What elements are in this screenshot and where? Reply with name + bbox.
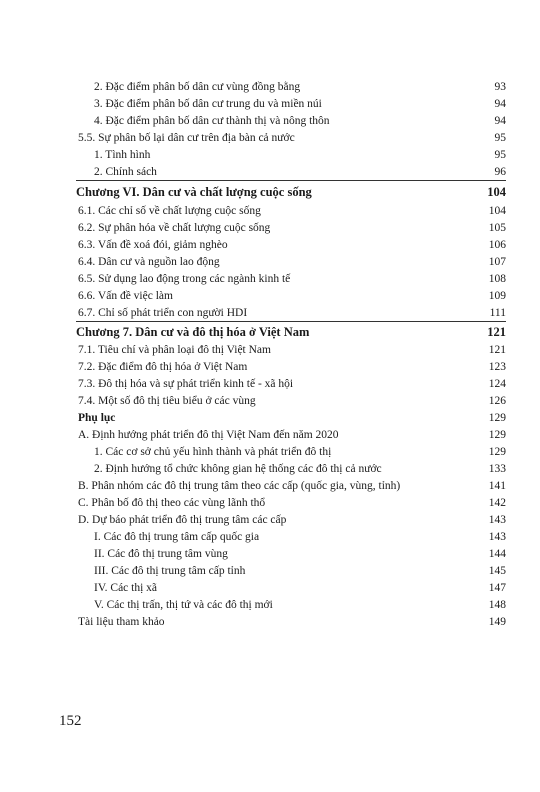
toc-entry [0, 376, 540, 393]
toc-entry [0, 271, 540, 288]
toc-entry [0, 614, 540, 631]
toc-entry-page: 145 [488, 565, 506, 577]
toc-entry-label: 6.7. Chỉ số phát triển con người HDI [78, 307, 248, 319]
toc-chapter [0, 324, 540, 341]
toc-entry [0, 427, 540, 444]
toc-entry-page: 148 [488, 599, 506, 611]
toc-entry [0, 478, 540, 495]
toc-entry-page: 143 [488, 514, 506, 526]
toc-entry-page: 108 [488, 273, 506, 285]
toc-entry-page: 147 [488, 582, 506, 594]
toc-entry [0, 203, 540, 220]
toc-entry-page: 106 [488, 239, 506, 251]
toc-entry-page: 105 [488, 222, 506, 234]
toc-entry-label: 6.1. Các chỉ số về chất lượng cuộc sống [78, 205, 261, 217]
toc-entry-label: 6.6. Vấn đề việc làm [78, 290, 173, 302]
toc-entry-label: 1. Tình hình [94, 149, 151, 161]
toc-chapter-page: 121 [487, 325, 506, 339]
toc-entry [0, 96, 540, 113]
toc-entry-page: 96 [494, 166, 506, 178]
toc-entry-page: 129 [488, 412, 506, 424]
toc-entry [0, 495, 540, 512]
toc-entry-label: I. Các đô thị trung tâm cấp quốc gia [94, 531, 260, 543]
toc-entry [0, 563, 540, 580]
toc-entry-label: C. Phân bố đô thị theo các vùng lãnh thổ [78, 497, 266, 509]
page-number: 152 [59, 713, 82, 729]
toc-entry-page: 141 [488, 480, 506, 492]
toc-entry-page: 109 [488, 290, 506, 302]
toc-entry-label: 1. Các cơ sở chủ yếu hình thành và phát triển đô thị [94, 446, 332, 458]
toc-entry-label: 6.5. Sử dụng lao động trong các ngành kinh tế [78, 273, 291, 285]
toc-entry-label: 6.2. Sự phân hóa về chất lượng cuộc sống [78, 222, 271, 234]
toc-entry-page: 142 [488, 497, 506, 509]
section-divider [76, 180, 506, 181]
toc-entry-label: 7.2. Đặc điểm đô thị hóa ở Việt Nam [78, 361, 248, 373]
toc-entry [0, 113, 540, 130]
toc-entry [0, 393, 540, 410]
toc-entry [0, 305, 540, 322]
toc-entry-label: 7.4. Một số đô thị tiêu biểu ở các vùng [78, 395, 256, 407]
toc-entry [0, 237, 540, 254]
toc-entry-page: 124 [488, 378, 506, 390]
toc-chapter [0, 184, 540, 201]
toc-chapter-label: Chương VI. Dân cư và chất lượng cuộc sống [76, 185, 312, 199]
toc-entry-label: IV. Các thị xã [94, 582, 158, 594]
toc-entry-page: 133 [488, 463, 506, 475]
toc-entry-page: 95 [494, 149, 506, 161]
toc-entry-page: 111 [489, 307, 506, 319]
toc-entry-label: 7.3. Đô thị hóa và sự phát triển kinh tế - xã hội [78, 378, 294, 390]
toc-entry [0, 529, 540, 546]
toc-entry-label: 6.3. Vấn đề xoá đói, giảm nghèo [78, 239, 228, 251]
toc-entry [0, 444, 540, 461]
toc-entry-page: 94 [494, 98, 506, 110]
toc-entry [0, 79, 540, 96]
toc-entry [0, 288, 540, 305]
toc-entry [0, 147, 540, 164]
toc-entry-page: 149 [488, 616, 506, 628]
toc-entry [0, 512, 540, 529]
toc-entry [0, 220, 540, 237]
section-divider [76, 321, 506, 322]
toc-entry [0, 164, 540, 181]
toc-entry [0, 597, 540, 614]
toc-entry-page: 95 [494, 132, 506, 144]
toc-entry-page: 129 [488, 429, 506, 441]
toc-entry [0, 461, 540, 478]
toc-entry-page: 107 [488, 256, 506, 268]
toc-entry-label: 2. Đặc điểm phân bố dân cư vùng đồng bằng [94, 81, 301, 93]
toc-entry-page: 143 [488, 531, 506, 543]
toc-entry-page: 121 [488, 344, 506, 356]
toc-entry-label: 4. Đặc điểm phân bố dân cư thành thị và nông thôn [94, 115, 330, 127]
toc-entry-label: 6.4. Dân cư và nguồn lao động [78, 256, 220, 268]
toc-entry [0, 130, 540, 147]
toc-entry-label: 7.1. Tiêu chí và phân loại đô thị Việt Nam [78, 344, 271, 356]
toc-entry-label: II. Các đô thị trung tâm vùng [94, 548, 228, 560]
toc-chapter-page: 104 [487, 185, 506, 199]
toc-entry-label: V. Các thị trấn, thị tứ và các đô thị mới [94, 599, 273, 611]
toc-entry-label: Tài liệu tham khảo [78, 616, 165, 628]
toc-entry-page: 123 [488, 361, 506, 373]
toc-entry-page: 93 [494, 81, 506, 93]
toc-entry-page: 126 [488, 395, 506, 407]
toc-entry-page: 129 [488, 446, 506, 458]
toc-entry [0, 546, 540, 563]
toc-entry-label: Phụ lục [78, 412, 116, 424]
toc-entry [0, 342, 540, 359]
toc-entry-label: 2. Chính sách [94, 166, 157, 178]
toc-entry-label: III. Các đô thị trung tâm cấp tỉnh [94, 565, 246, 577]
toc-entry [0, 410, 540, 427]
toc-entry-label: A. Định hướng phát triển đô thị Việt Nam đến năm 2020 [78, 429, 339, 441]
toc-entry-page: 104 [488, 205, 506, 217]
toc-entry-label: D. Dự báo phát triển đô thị trung tâm các cấp [78, 514, 287, 526]
toc-entry-label: 3. Đặc điểm phân bố dân cư trung du và miền núi [94, 98, 322, 110]
toc-chapter-label: Chương 7. Dân cư và đô thị hóa ở Việt Nam [76, 325, 310, 339]
toc-entry-label: 2. Định hướng tổ chức không gian hệ thống các đô thị cả nước [94, 463, 382, 475]
toc-entry-page: 94 [494, 115, 506, 127]
toc-entry-label: B. Phân nhóm các đô thị trung tâm theo các cấp (quốc gia, vùng, tỉnh) [78, 480, 401, 492]
toc-entry-page: 144 [488, 548, 506, 560]
toc-entry-label: 5.5. Sự phân bố lại dân cư trên địa bàn cả nước [78, 132, 295, 144]
toc-entry [0, 580, 540, 597]
toc-entry [0, 359, 540, 376]
toc-entry [0, 254, 540, 271]
